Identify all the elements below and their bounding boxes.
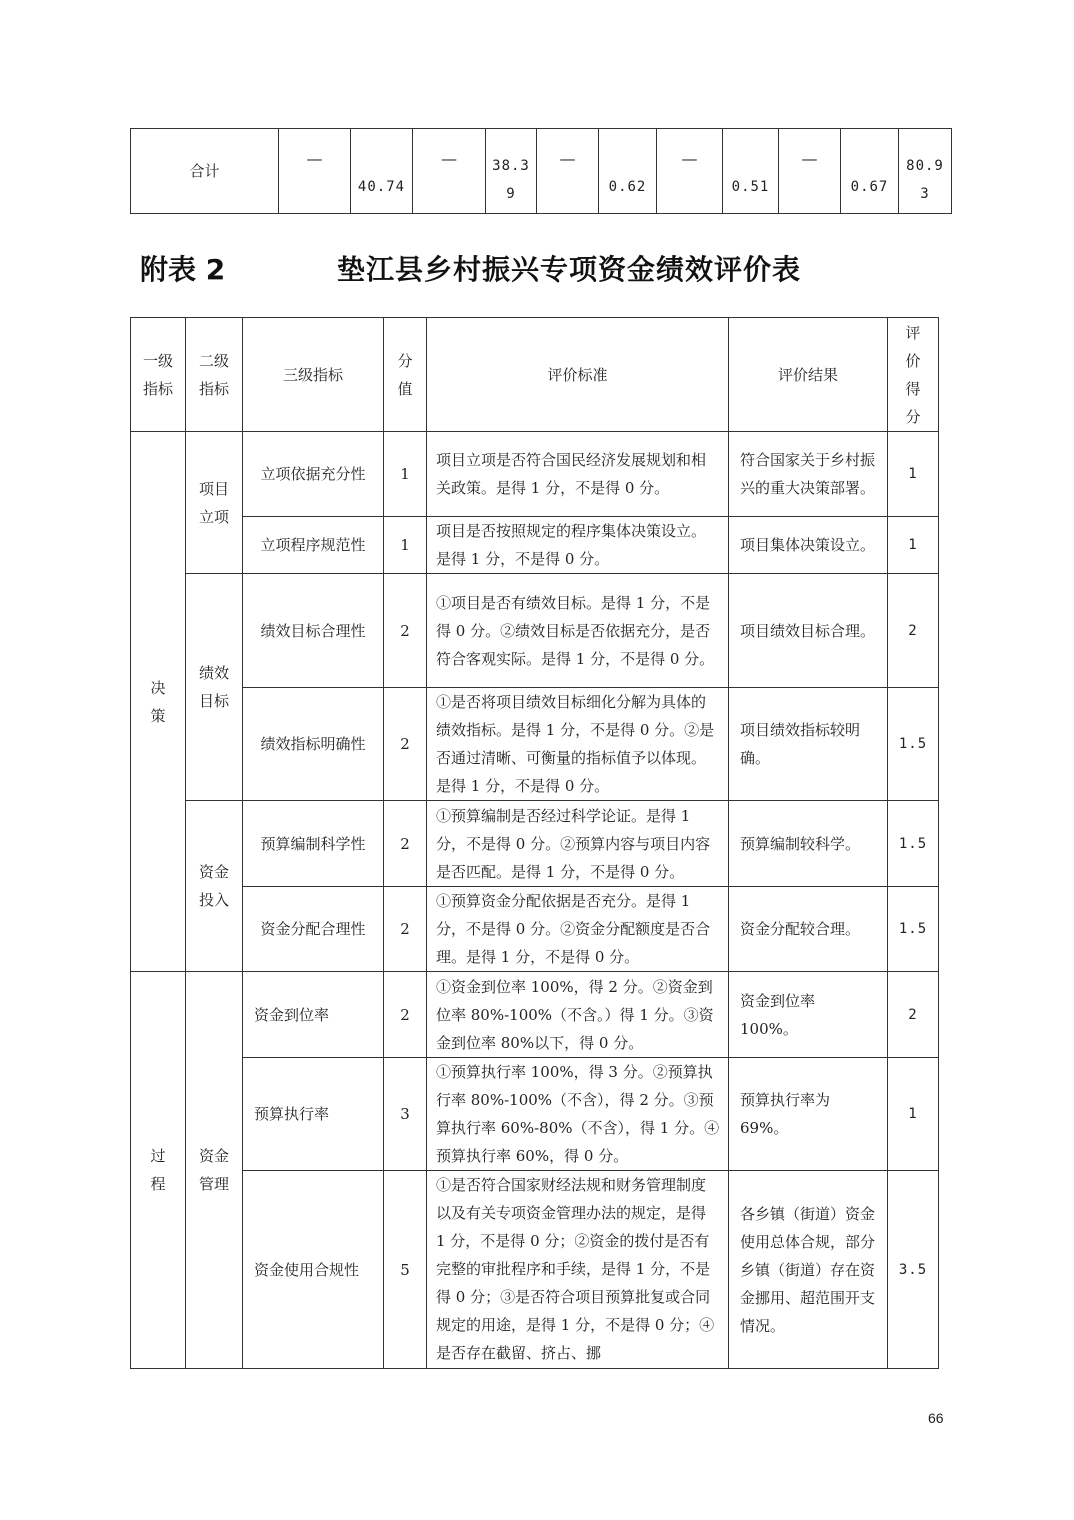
page-number: 66 <box>928 1410 944 1426</box>
criteria-cell: ①预算编制是否经过科学论证。是得 1 分，不是得 0 分。②预算内容与项目内容是否匹配。是得 1 分，不是得 0 分。 <box>427 801 729 887</box>
points-cell: 2 <box>384 972 427 1058</box>
score-cell: 1.5 <box>888 688 939 801</box>
criteria-cell: ①是否将项目绩效目标细化分解为具体的绩效指标。是得 1 分，不是得 0 分。②是否通过清晰、可衡量的指标值予以体现。是得 1 分，不是得 0 分。 <box>427 688 729 801</box>
table-heading <box>140 248 940 288</box>
table-header-row <box>131 318 939 432</box>
table-row <box>131 517 939 574</box>
criteria-cell: ①预算执行率 100%，得 3 分。②预算执行率 80%-100%（不含），得 2 分。③预算执行率 60%-80%（不含），得 1 分。④预算执行率 60%，得 0 分。 <box>427 1058 729 1171</box>
total-label: 合计 <box>131 129 279 214</box>
total-cell: 80.93 <box>899 129 952 214</box>
score-cell: 2 <box>888 972 939 1058</box>
points-cell: 2 <box>384 887 427 972</box>
table-row <box>131 688 939 801</box>
header-level1: 一级指标 <box>131 318 186 432</box>
indicator-cell: 资金到位率 <box>243 972 384 1058</box>
indicator-cell: 预算编制科学性 <box>243 801 384 887</box>
result-cell: 各乡镇（街道）资金使用总体合规，部分乡镇（街道）存在资金挪用、超范围开支情况。 <box>729 1171 888 1369</box>
criteria-cell: ①资金到位率 100%，得 2 分。②资金到位率 80%-100%（不含。）得 1 分。③资金到位率 80%以下，得 0 分。 <box>427 972 729 1058</box>
score-cell: 1 <box>888 432 939 517</box>
points-cell: 2 <box>384 574 427 688</box>
level2-funding-input: 资金投入 <box>186 801 243 972</box>
table-row <box>131 972 939 1058</box>
page-title: 垫江县乡村振兴专项资金绩效评价表 <box>337 253 802 286</box>
points-cell: 3 <box>384 1058 427 1171</box>
score-cell: 2 <box>888 574 939 688</box>
total-cell: — <box>657 129 723 214</box>
result-cell: 符合国家关于乡村振兴的重大决策部署。 <box>729 432 888 517</box>
criteria-cell: 项目是否按照规定的程序集体决策设立。是得 1 分，不是得 0 分。 <box>427 517 729 574</box>
level2-fund-management: 资金管理 <box>186 972 243 1369</box>
header-result: 评价结果 <box>729 318 888 432</box>
summary-total-table <box>130 128 952 214</box>
total-cell: 38.39 <box>486 129 537 214</box>
header-criteria: 评价标准 <box>427 318 729 432</box>
total-cell: 0.51 <box>723 129 779 214</box>
table-row <box>131 432 939 517</box>
table-row <box>131 1171 939 1369</box>
indicator-cell: 立项程序规范性 <box>243 517 384 574</box>
appendix-label: 附表 2 <box>140 253 226 286</box>
result-cell: 项目绩效指标较明确。 <box>729 688 888 801</box>
level1-process: 过程 <box>131 972 186 1369</box>
result-cell: 预算执行率为 69%。 <box>729 1058 888 1171</box>
level1-decision: 决策 <box>131 432 186 972</box>
header-points: 分值 <box>384 318 427 432</box>
score-cell: 3.5 <box>888 1171 939 1369</box>
score-cell: 1.5 <box>888 801 939 887</box>
result-cell: 项目集体决策设立。 <box>729 517 888 574</box>
indicator-cell: 预算执行率 <box>243 1058 384 1171</box>
score-cell: 1 <box>888 517 939 574</box>
result-cell: 项目绩效目标合理。 <box>729 574 888 688</box>
indicator-cell: 资金分配合理性 <box>243 887 384 972</box>
criteria-cell: ①是否符合国家财经法规和财务管理制度以及有关专项资金管理办法的规定，是得 1 分，不是得 0 分；②资金的拨付是否有完整的审批程序和手续，是得 1 分，不是得 0 分；③是否符合项目预算批复或合同规定的用途，是得 1 分，不是得 0 分；④是否存在截留、挤占、挪 <box>427 1171 729 1369</box>
points-cell: 1 <box>384 432 427 517</box>
indicator-cell: 绩效目标合理性 <box>243 574 384 688</box>
table-row <box>131 801 939 887</box>
points-cell: 2 <box>384 688 427 801</box>
criteria-cell: ①项目是否有绩效目标。是得 1 分，不是得 0 分。②绩效目标是否依据充分，是否符合客观实际。是得 1 分，不是得 0 分。 <box>427 574 729 688</box>
score-cell: 1 <box>888 1058 939 1171</box>
evaluation-table <box>130 317 939 1369</box>
score-cell: 1.5 <box>888 887 939 972</box>
total-row <box>131 129 952 214</box>
total-cell: 0.67 <box>841 129 899 214</box>
total-cell: — <box>413 129 486 214</box>
points-cell: 1 <box>384 517 427 574</box>
result-cell: 资金分配较合理。 <box>729 887 888 972</box>
indicator-cell: 资金使用合规性 <box>243 1171 384 1369</box>
table-row <box>131 574 939 688</box>
indicator-cell: 立项依据充分性 <box>243 432 384 517</box>
header-score: 评价得分 <box>888 318 939 432</box>
total-cell: 0.62 <box>599 129 657 214</box>
indicator-cell: 绩效指标明确性 <box>243 688 384 801</box>
header-level2: 二级指标 <box>186 318 243 432</box>
points-cell: 2 <box>384 801 427 887</box>
table-row <box>131 1058 939 1171</box>
result-cell: 资金到位率 100%。 <box>729 972 888 1058</box>
result-cell: 预算编制较科学。 <box>729 801 888 887</box>
total-cell: — <box>779 129 841 214</box>
total-cell: — <box>537 129 599 214</box>
level2-performance-goal: 绩效目标 <box>186 574 243 801</box>
header-level3: 三级指标 <box>243 318 384 432</box>
points-cell: 5 <box>384 1171 427 1369</box>
level2-project-setup: 项目立项 <box>186 432 243 574</box>
total-cell: — <box>279 129 351 214</box>
criteria-cell: ①预算资金分配依据是否充分。是得 1 分，不是得 0 分。②资金分配额度是否合理。是得 1 分，不是得 0 分。 <box>427 887 729 972</box>
criteria-cell: 项目立项是否符合国民经济发展规划和相关政策。是得 1 分，不是得 0 分。 <box>427 432 729 517</box>
total-cell: 40.74 <box>351 129 413 214</box>
table-row <box>131 887 939 972</box>
